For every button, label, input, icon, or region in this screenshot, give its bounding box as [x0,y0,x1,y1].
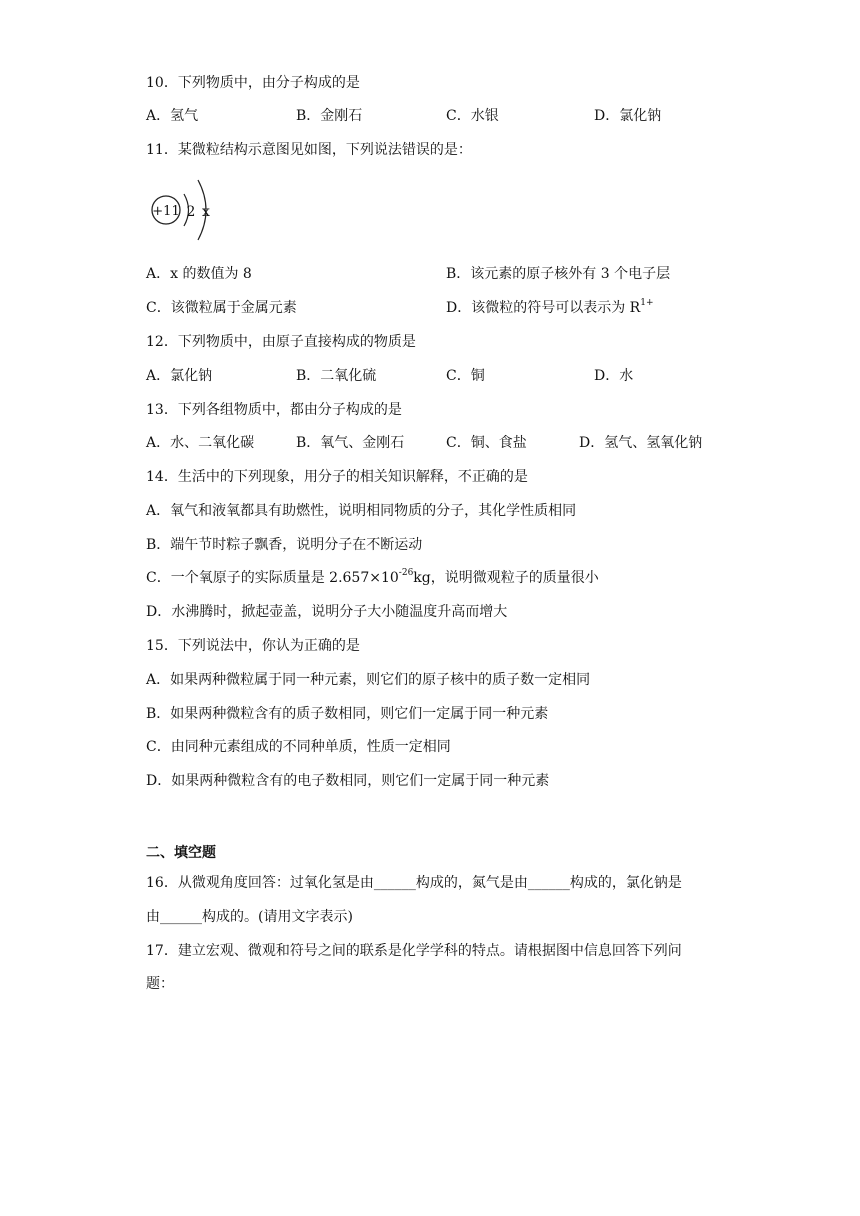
q14-option-c-tail: kg，说明微观粒子的质量很小 [413,570,599,586]
q15-stem: 15．下列说法中，你认为正确的是 [146,638,360,654]
q14-option-d: D．水沸腾时，掀起壶盖，说明分子大小随温度升高而增大 [146,604,508,620]
q15-option-b: B．如果两种微粒含有的质子数相同，则它们一定属于同一种元素 [146,706,549,722]
q10-option-c: C．水银 [446,108,499,124]
q15-option-d: D．如果两种微粒含有的电子数相同，则它们一定属于同一种元素 [146,773,550,789]
q13-option-c: C．铜、食盐 [446,435,527,451]
nucleus-charge: +11 [152,204,180,219]
q14-option-a: A．氧气和液氧都具有助燃性，说明相同物质的分子，其化学性质相同 [146,503,577,519]
q10-option-b: B．金刚石 [296,108,363,124]
q12-option-b: B．二氧化硫 [296,368,377,384]
q13-option-b: B．氧气、金刚石 [296,435,405,451]
q16-line-2: 由______构成的。(请用文字表示) [146,909,353,925]
q11-stem: 11．某微粒结构示意图见如图，下列说法错误的是： [146,142,472,158]
q12-stem: 12．下列物质中，由原子直接构成的物质是 [146,334,416,350]
q15-option-a: A．如果两种微粒属于同一种元素，则它们的原子核中的质子数一定相同 [146,672,591,688]
q11-option-d [446,298,654,318]
q11-option-a: A．x 的数值为 8 [146,266,252,282]
q17-line-2: 题： [146,976,174,992]
q14-stem: 14．生活中的下列现象，用分子的相关知识解释，不正确的是 [146,469,528,485]
q12-option-d: D．水 [594,368,634,384]
q10-option-d: D．氯化钠 [594,108,662,124]
shell-1-electrons: 2 [186,204,196,220]
q16-line-1: 16．从微观角度回答：过氧化氢是由______构成的，氮气是由______构成的，氯化钠是 [146,875,682,891]
q10-option-a: A．氢气 [146,108,199,124]
q13-option-a: A．水、二氧化碳 [146,435,255,451]
shell-2-electrons: x [202,204,210,220]
q11-option-c: C．该微粒属于金属元素 [146,300,297,316]
q11-option-d-text: D．该微粒的符号可以表示为 R [446,300,641,316]
q11-option-d-superscript: 1+ [640,298,654,308]
q14-option-b: B．端午节时粽子飘香，说明分子在不断运动 [146,537,423,553]
q15-option-c: C．由同种元素组成的不同种单质，性质一定相同 [146,739,451,755]
atomic-structure-diagram [146,170,226,246]
q12-option-c: C．铜 [446,368,485,384]
q11-option-b: B．该元素的原子核外有 3 个电子层 [446,266,671,282]
q14-option-c [146,568,599,588]
q17-line-1: 17．建立宏观、微观和符号之间的联系是化学学科的特点。请根据图中信息回答下列问 [146,943,682,959]
q13-option-d: D．氢气、氢氧化钠 [579,435,703,451]
q10-stem: 10．下列物质中，由分子构成的是 [146,75,360,91]
q12-option-a: A．氯化钠 [146,368,213,384]
q14-option-c-text: C．一个氧原子的实际质量是 2.657×10 [146,570,399,586]
section-2-title: 二、填空题 [146,845,216,861]
q13-stem: 13．下列各组物质中，都由分子构成的是 [146,402,402,418]
q14-option-c-exponent: -26 [398,568,414,578]
